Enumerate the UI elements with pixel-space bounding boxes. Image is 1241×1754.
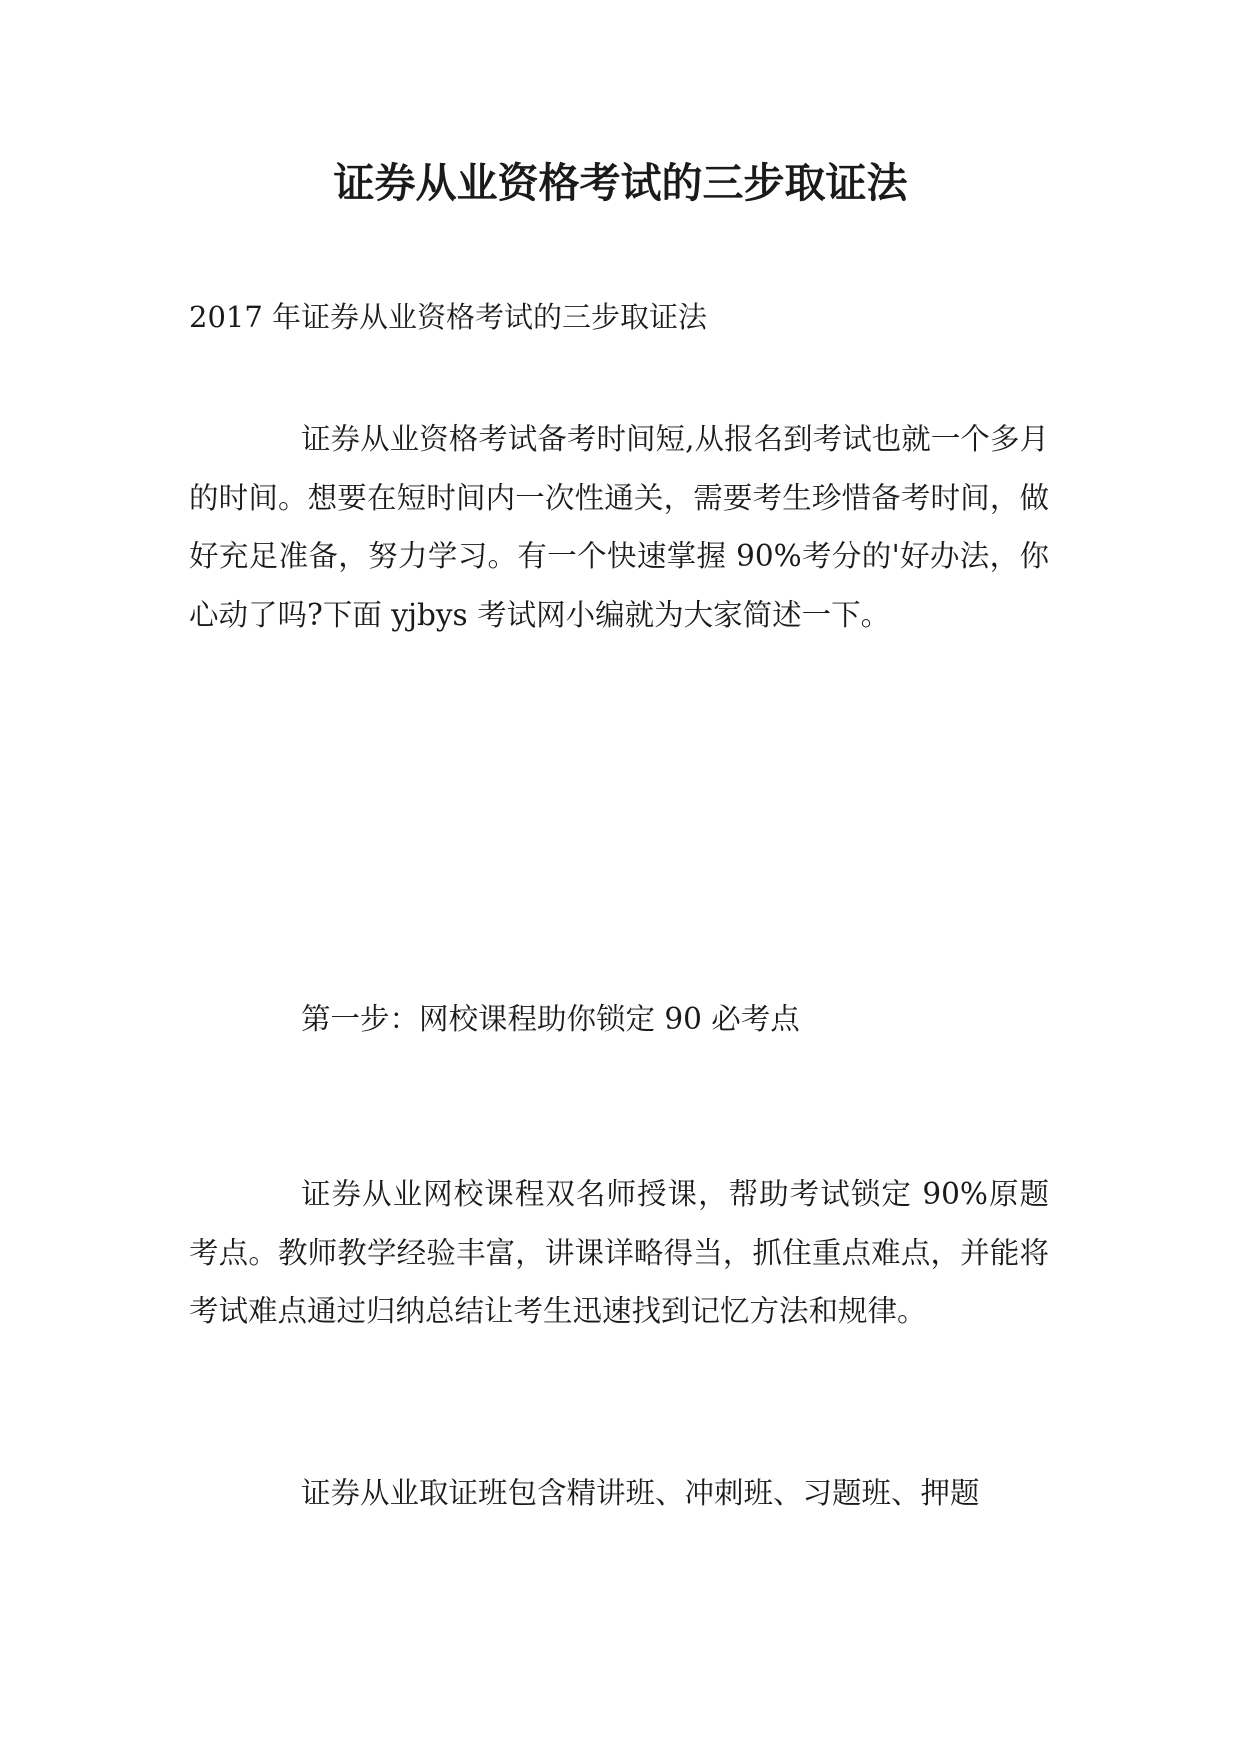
document-subtitle: 2017 年证券从业资格考试的三步取证法 <box>189 300 708 334</box>
section-heading-step-one: 第一步：网校课程助你锁定 90 必考点 <box>301 1002 800 1036</box>
paragraph-online-course: 证券从业网校课程双名师授课，帮助考试锁定 90%原题考点。教师教学经验丰富，讲课详略得当，抓住重点难点，并能将考试难点通过归纳总结让考生迅速找到记忆方法和规律。 <box>189 1177 1049 1328</box>
paragraph-cert-class: 证券从业取证班包含精讲班、冲刺班、习题班、押题 <box>301 1476 980 1510</box>
paragraph-intro: 证券从业资格考试备考时间短,从报名到考试也就一个多月的时间。想要在短时间内一次性通关，需要考生珍惜备考时间，做好充足准备，努力学习。有一个快速掌握 90%考分的'好办法，你心动了吗?下面 yjbys 考试网小编就为大家简述一下。 <box>189 422 1049 632</box>
document-title: 证券从业资格考试的三步取证法 <box>333 159 908 207</box>
